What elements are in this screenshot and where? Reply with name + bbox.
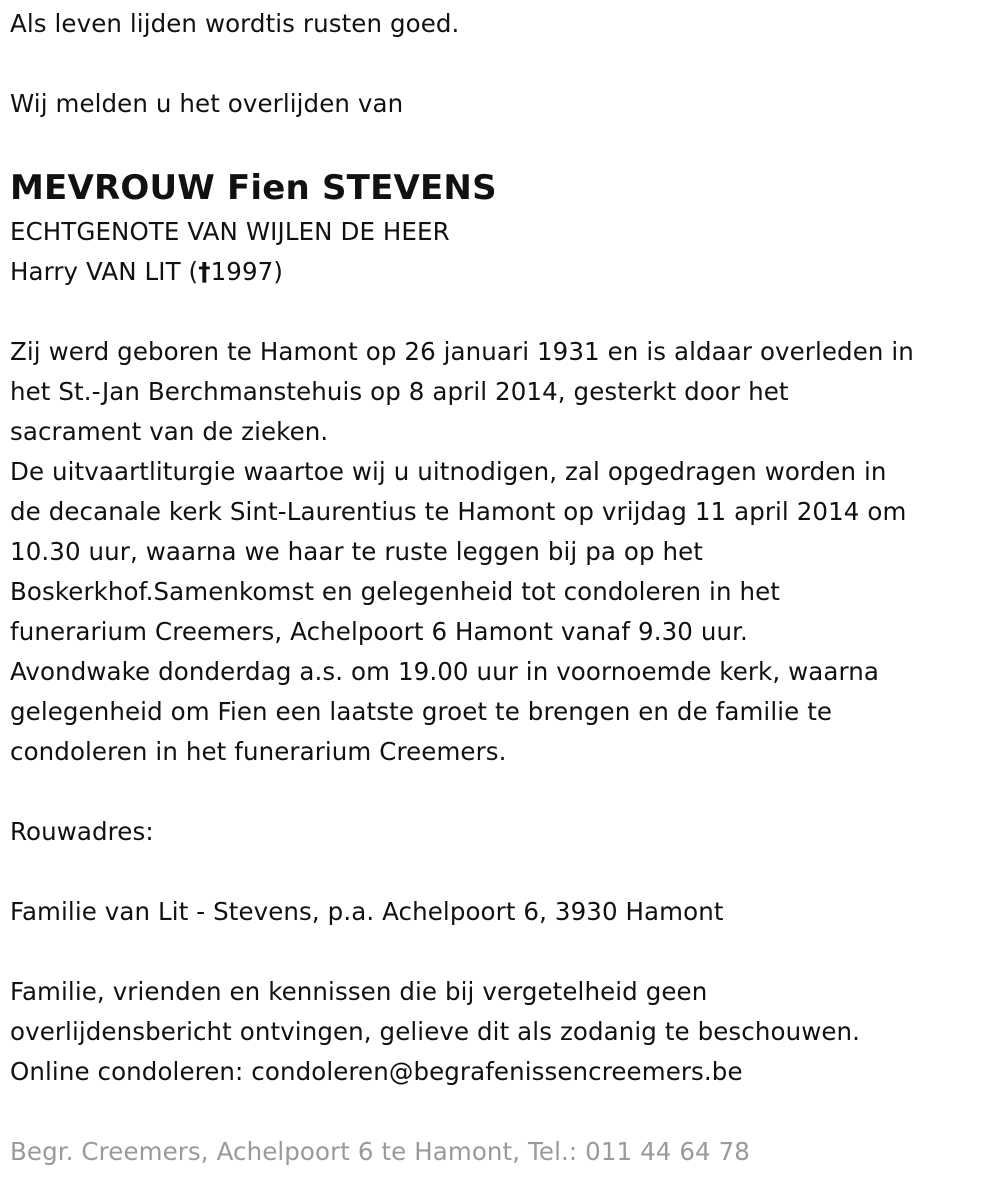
spacer	[10, 44, 990, 84]
closing-line: overlijdensbericht ontvingen, gelieve dit als zodanig te beschouwen.	[10, 1017, 861, 1046]
spouse-death-year: 1997	[210, 257, 274, 286]
body-line: Boskerkhof.Samenkomst en gelegenheid tot condoleren in het	[10, 577, 780, 606]
motto-text: Als leven lijden wordtis rusten goed.	[10, 9, 460, 38]
mourning-address-label: Rouwadres:	[10, 817, 154, 846]
spouse-name: Harry VAN LIT (	[10, 257, 199, 286]
spacer	[10, 1092, 990, 1132]
cross-icon: †	[198, 257, 211, 286]
spouse-name-line	[10, 252, 990, 292]
body-line: sacrament van de zieken.	[10, 417, 329, 446]
body-line: het St.-Jan Berchmanstehuis op 8 april 2014, gesterkt door het	[10, 377, 789, 406]
body-line: condoleren in het funerarium Creemers.	[10, 737, 507, 766]
spouse-title-line: ECHTGENOTE VAN WIJLEN DE HEER	[10, 217, 450, 246]
body-line: 10.30 uur, waarna we haar te ruste leggen bij pa op het	[10, 537, 703, 566]
spouse-name-close: )	[273, 257, 283, 286]
spacer	[10, 852, 990, 892]
online-condolence-line: Online condoleren: condoleren@begrafenissencreemers.be	[10, 1057, 743, 1086]
spacer	[10, 772, 990, 812]
body-line: gelegenheid om Fien een laatste groet te brengen en de familie te	[10, 697, 833, 726]
announcement-text: Wij melden u het overlijden van	[10, 89, 404, 118]
body-line: funerarium Creemers, Achelpoort 6 Hamont vanaf 9.30 uur.	[10, 617, 748, 646]
spacer	[10, 932, 990, 972]
body-line: de decanale kerk Sint-Laurentius te Hamont op vrijdag 11 april 2014 om	[10, 497, 907, 526]
mourning-address: Familie van Lit - Stevens, p.a. Achelpoort 6, 3930 Hamont	[10, 897, 724, 926]
funeral-home-footer: Begr. Creemers, Achelpoort 6 te Hamont, Tel.: 011 44 64 78	[10, 1137, 750, 1166]
spacer	[10, 124, 990, 164]
body-line: De uitvaartliturgie waartoe wij u uitnodigen, zal opgedragen worden in	[10, 457, 887, 486]
deceased-name: MEVROUW Fien STEVENS	[10, 168, 497, 208]
body-line: Zij werd geboren te Hamont op 26 januari 1931 en is aldaar overleden in	[10, 337, 914, 366]
spacer	[10, 292, 990, 332]
body-line: Avondwake donderdag a.s. om 19.00 uur in voornoemde kerk, waarna	[10, 657, 879, 686]
closing-line: Familie, vrienden en kennissen die bij vergetelheid geen	[10, 977, 708, 1006]
